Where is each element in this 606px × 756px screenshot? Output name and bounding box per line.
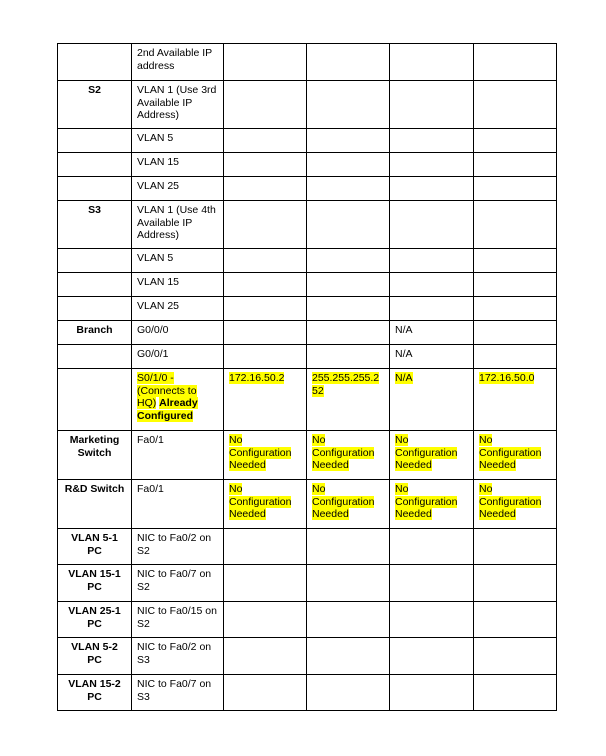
ip-address-cell [224, 297, 307, 321]
highlighted-value: N/A [395, 372, 413, 384]
highlighted-value: No Configuration Needed [479, 483, 542, 520]
table-row [58, 273, 557, 297]
network-address-cell [474, 529, 557, 565]
interface-cell: G0/0/0 [132, 321, 224, 345]
network-address-cell [474, 81, 557, 129]
highlighted-value: No Configuration Needed [479, 434, 542, 471]
interface-cell: NIC to Fa0/15 on S2 [132, 602, 224, 638]
already-configured-note: Already Configured [137, 397, 198, 422]
subnet-mask-cell [307, 529, 390, 565]
default-gateway-cell [390, 369, 474, 431]
default-gateway-cell [390, 529, 474, 565]
highlighted-value: No Configuration Needed [229, 434, 292, 471]
device-cell: VLAN 15-1 PC [58, 565, 132, 602]
device-cell [58, 273, 132, 297]
table-row [58, 81, 557, 129]
device-cell: R&D Switch [58, 480, 132, 529]
ip-address-cell [224, 153, 307, 177]
highlighted-value: No Configuration Needed [229, 483, 292, 520]
device-cell [58, 44, 132, 81]
device-cell [58, 369, 132, 431]
network-address-cell [474, 345, 557, 369]
subnet-mask-cell [307, 273, 390, 297]
network-address-cell [474, 44, 557, 81]
highlighted-value: No Configuration Needed [312, 434, 375, 471]
network-address-cell [474, 431, 557, 480]
ip-address-cell [224, 431, 307, 480]
subnet-mask-cell [307, 177, 390, 201]
device-cell: VLAN 5-2 PC [58, 638, 132, 675]
highlighted-value: 172.16.50.2 [229, 372, 285, 384]
table-row [58, 297, 557, 321]
table-row [58, 602, 557, 638]
network-address-cell [474, 297, 557, 321]
default-gateway-cell [390, 675, 474, 711]
interface-text: S0/1/0 - (Connects to HQ) [137, 372, 197, 409]
ip-address-cell [224, 177, 307, 201]
device-cell: VLAN 5-1 PC [58, 529, 132, 565]
default-gateway-cell [390, 81, 474, 129]
highlighted-value: No Configuration Needed [395, 434, 458, 471]
ip-address-cell [224, 249, 307, 273]
interface-cell: Fa0/1 [132, 480, 224, 529]
default-gateway-cell [390, 565, 474, 602]
device-cell: VLAN 25-1 PC [58, 602, 132, 638]
interface-cell: VLAN 25 [132, 297, 224, 321]
device-cell: Branch [58, 321, 132, 345]
default-gateway-cell [390, 129, 474, 153]
default-gateway-cell: N/A [390, 345, 474, 369]
network-address-cell [474, 201, 557, 249]
subnet-mask-cell [307, 345, 390, 369]
subnet-mask-cell [307, 321, 390, 345]
subnet-mask-cell [307, 602, 390, 638]
network-address-cell [474, 369, 557, 431]
network-address-cell [474, 321, 557, 345]
network-address-cell [474, 675, 557, 711]
subnet-mask-cell [307, 129, 390, 153]
default-gateway-cell [390, 638, 474, 675]
network-address-cell [474, 153, 557, 177]
interface-cell: NIC to Fa0/2 on S2 [132, 529, 224, 565]
network-address-cell [474, 129, 557, 153]
default-gateway-cell [390, 602, 474, 638]
default-gateway-cell [390, 431, 474, 480]
table-row [58, 565, 557, 602]
ip-address-cell [224, 273, 307, 297]
default-gateway-cell [390, 273, 474, 297]
ip-address-cell [224, 369, 307, 431]
subnet-mask-cell [307, 431, 390, 480]
network-address-cell [474, 273, 557, 297]
interface-cell: VLAN 1 (Use 4th Available IP Address) [132, 201, 224, 249]
default-gateway-cell [390, 297, 474, 321]
highlighted-value: No Configuration Needed [395, 483, 458, 520]
interface-cell: NIC to Fa0/7 on S2 [132, 565, 224, 602]
interface-cell: VLAN 15 [132, 153, 224, 177]
interface-cell [132, 369, 224, 431]
highlighted-value: No Configuration Needed [312, 483, 375, 520]
highlighted-value: 255.255.255.252 [312, 372, 380, 397]
default-gateway-cell: N/A [390, 321, 474, 345]
table-row [58, 345, 557, 369]
table-row [58, 529, 557, 565]
highlighted-value: 172.16.50.0 [479, 372, 535, 384]
interface-cell: NIC to Fa0/7 on S3 [132, 675, 224, 711]
device-cell: S2 [58, 81, 132, 129]
subnet-mask-cell [307, 565, 390, 602]
ip-address-cell [224, 638, 307, 675]
subnet-mask-cell [307, 297, 390, 321]
default-gateway-cell [390, 201, 474, 249]
default-gateway-cell [390, 480, 474, 529]
subnet-mask-cell [307, 81, 390, 129]
subnet-mask-cell [307, 638, 390, 675]
interface-cell: VLAN 15 [132, 273, 224, 297]
subnet-mask-cell [307, 153, 390, 177]
table-row [58, 321, 557, 345]
network-address-cell [474, 249, 557, 273]
default-gateway-cell [390, 249, 474, 273]
interface-cell: 2nd Available IP address [132, 44, 224, 81]
device-cell [58, 177, 132, 201]
ip-address-cell [224, 81, 307, 129]
ip-address-cell [224, 565, 307, 602]
table-row [58, 369, 557, 431]
device-cell [58, 129, 132, 153]
table-row [58, 129, 557, 153]
subnet-mask-cell [307, 480, 390, 529]
table-row [58, 480, 557, 529]
default-gateway-cell [390, 153, 474, 177]
device-cell: VLAN 15-2 PC [58, 675, 132, 711]
subnet-mask-cell [307, 369, 390, 431]
table-row [58, 177, 557, 201]
table-row [58, 675, 557, 711]
table-row [58, 249, 557, 273]
interface-cell: VLAN 5 [132, 249, 224, 273]
device-cell: Marketing Switch [58, 431, 132, 480]
subnet-mask-cell [307, 44, 390, 81]
interface-cell: NIC to Fa0/2 on S3 [132, 638, 224, 675]
device-cell [58, 153, 132, 177]
table-row [58, 201, 557, 249]
subnet-mask-cell [307, 675, 390, 711]
default-gateway-cell [390, 177, 474, 201]
device-cell [58, 249, 132, 273]
device-cell [58, 297, 132, 321]
network-address-cell [474, 638, 557, 675]
network-address-cell [474, 177, 557, 201]
ip-address-cell [224, 675, 307, 711]
ip-address-cell [224, 480, 307, 529]
ip-address-cell [224, 129, 307, 153]
network-address-cell [474, 565, 557, 602]
subnet-mask-cell [307, 249, 390, 273]
subnet-mask-cell [307, 201, 390, 249]
device-cell [58, 345, 132, 369]
ip-address-cell [224, 529, 307, 565]
ip-address-cell [224, 345, 307, 369]
default-gateway-cell [390, 44, 474, 81]
interface-cell: Fa0/1 [132, 431, 224, 480]
interface-cell: VLAN 1 (Use 3rd Available IP Address) [132, 81, 224, 129]
table-row [58, 638, 557, 675]
interface-cell: VLAN 5 [132, 129, 224, 153]
network-address-cell [474, 602, 557, 638]
ip-address-cell [224, 602, 307, 638]
ip-address-cell [224, 201, 307, 249]
ip-address-cell [224, 321, 307, 345]
device-cell: S3 [58, 201, 132, 249]
table-row [58, 153, 557, 177]
ip-address-cell [224, 44, 307, 81]
table-row [58, 44, 557, 81]
interface-cell: G0/0/1 [132, 345, 224, 369]
interface-cell: VLAN 25 [132, 177, 224, 201]
addressing-table [57, 43, 557, 711]
table-row [58, 431, 557, 480]
network-address-cell [474, 480, 557, 529]
